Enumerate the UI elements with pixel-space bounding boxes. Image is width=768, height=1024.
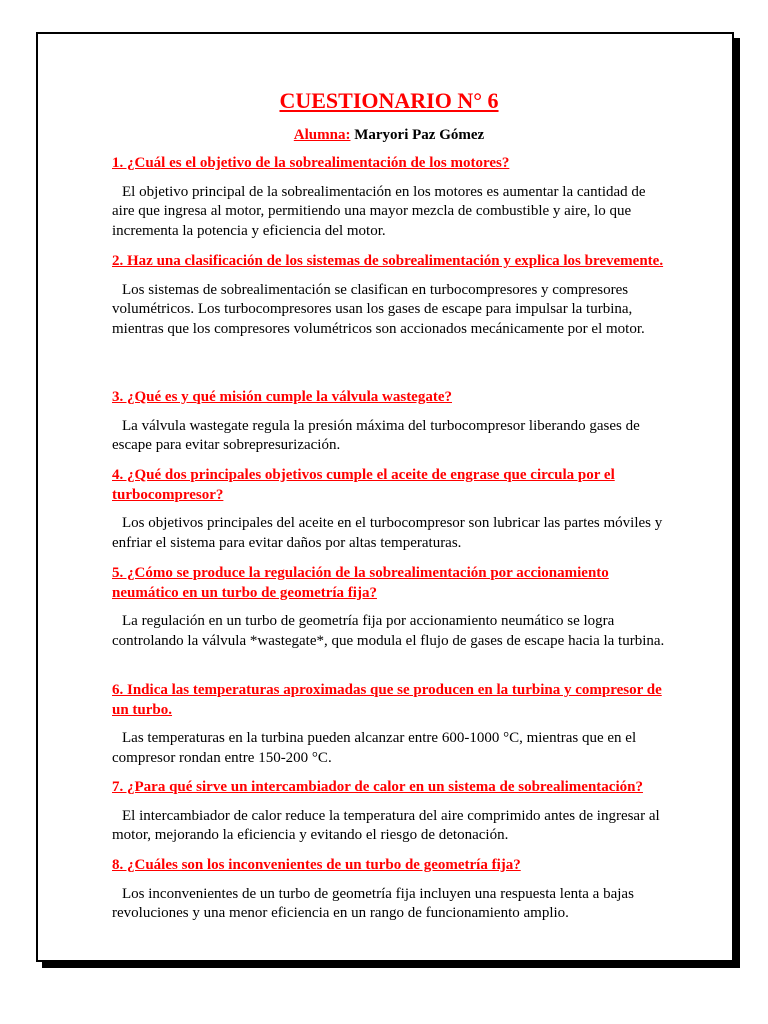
question-3: 3. ¿Qué es y qué misión cumple la válvula wastegate? [112,389,452,405]
answer-1: El objetivo principal de la sobrealimentación en los motores es aumentar la cantidad de aire que ingresa al motor, permitiendo una mayor mezcla de combustible y aire, lo que incrementa la potencia y eficiencia del motor. [112,183,646,239]
answer-8: Los inconvenientes de un turbo de geometría fija incluyen una respuesta lenta a bajas revoluciones y una menor eficiencia en un rango de funcionamiento amplio. [112,885,634,921]
answer-5: La regulación en un turbo de geometría fija por accionamiento neumático se logra controlando la válvula *wastegate*, que modula el flujo de gases de escape hacia la turbina. [112,613,665,649]
document-title: CUESTIONARIO N° 6 [279,88,499,113]
question-7: 7. ¿Para qué sirve un intercambiador de calor en un sistema de sobrealimentación? [112,779,643,795]
question-1: 1. ¿Cuál es el objetivo de la sobrealimentación de los motores? [112,155,510,171]
document-page [36,32,734,962]
answer-4: Los objetivos principales del aceite en el turbocompresor son lubricar las partes móviles y enfriar el sistema para evitar daños por altas temperaturas. [112,515,663,551]
question-5: 5. ¿Cómo se produce la regulación de la sobrealimentación por accionamiento neumático en un turbo de geometría fija? [112,565,609,601]
question-block-6 [112,681,666,768]
question-block-2 [112,252,666,339]
question-block-5 [112,564,666,651]
question-block-1 [112,154,666,241]
question-8: 8. ¿Cuáles son los inconvenientes de un turbo de geometría fija? [112,857,521,873]
question-block-3 [112,388,666,456]
student-label: Alumna: [293,127,351,143]
student-name: Maryori Paz Gómez [354,127,485,143]
question-block-4 [112,466,666,553]
answer-2: Los sistemas de sobrealimentación se clasifican en turbocompresores y compresores volumétricos. Los turbocompresores usan los gases de escape para impulsar la turbina, mientras que los compresores volumétricos son accionados mecánicamente por el motor. [112,281,645,337]
question-block-7 [112,778,666,846]
student-line [112,126,666,145]
answer-3: La válvula wastegate regula la presión máxima del turbocompresor liberando gases de escape para evitar sobrepresurización. [112,417,640,453]
question-6: 6. Indica las temperaturas aproximadas que se producen en la turbina y compresor de un turbo. [112,682,662,718]
answer-7: El intercambiador de calor reduce la temperatura del aire comprimido antes de ingresar al motor, mejorando la eficiencia y evitando el riesgo de detonación. [112,807,660,843]
answer-6: Las temperaturas en la turbina pueden alcanzar entre 600-1000 °C, mientras que en el compresor rondan entre 150-200 °C. [112,730,637,766]
question-block-8 [112,856,666,924]
question-4: 4. ¿Qué dos principales objetivos cumple el aceite de engrase que circula por el turbocompresor? [112,467,615,503]
question-2: 2. Haz una clasificación de los sistemas de sobrealimentación y explica los brevemente. [112,253,664,269]
